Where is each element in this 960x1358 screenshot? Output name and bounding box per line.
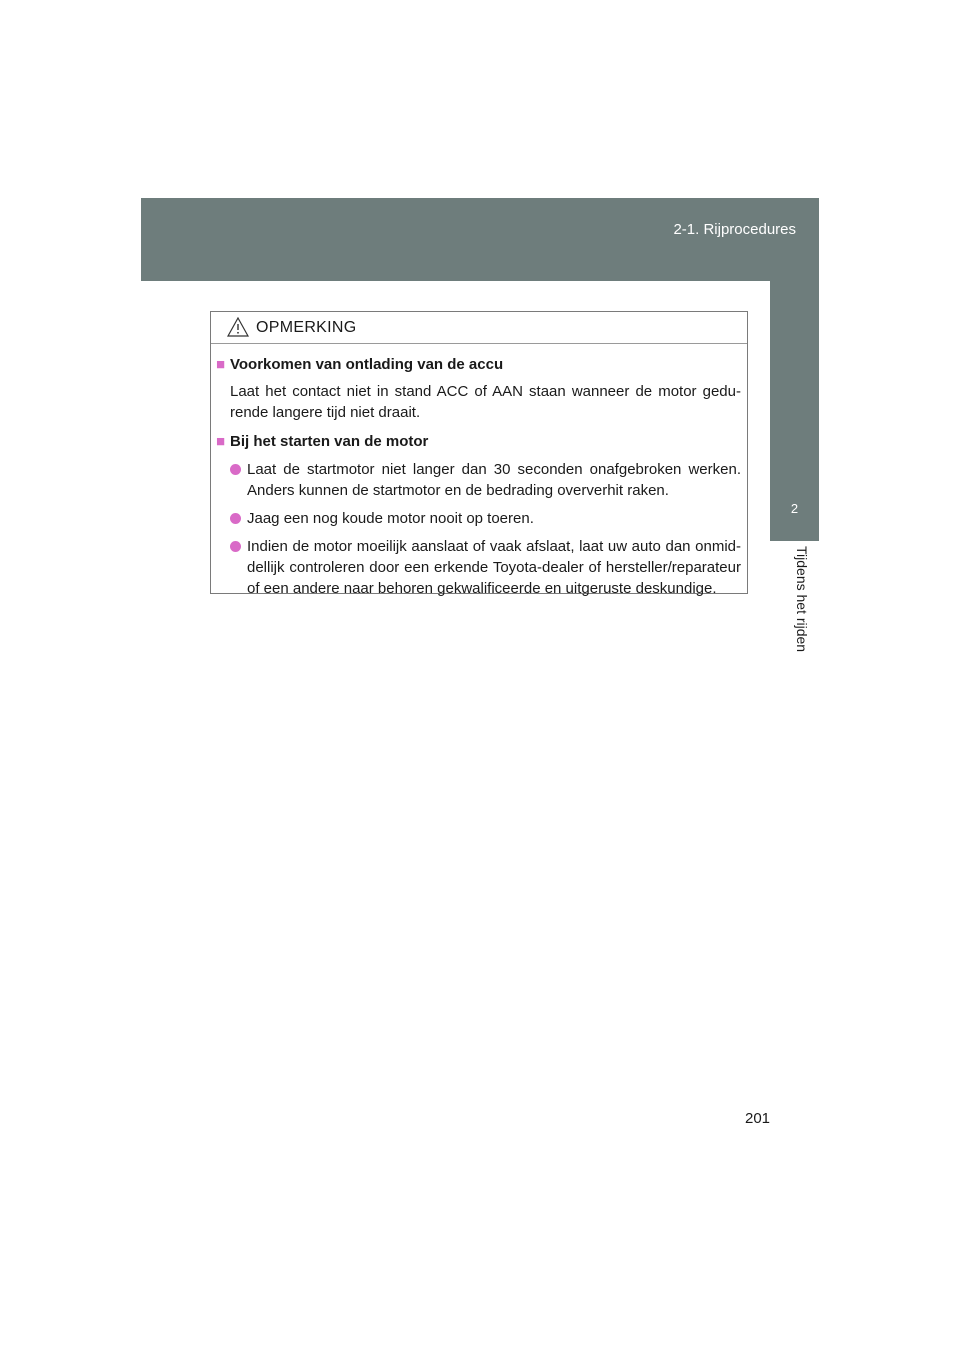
list-item [230,536,741,599]
notice-body [211,344,747,599]
square-bullet-icon: ■ [216,433,226,450]
section-title: 2-1. Rijprocedures [673,221,796,238]
paragraph-battery: Laat het contact niet in stand ACC of AAN staan wanneer de motor gedu-rende langere tijd niet draait. [230,383,741,421]
list-item [230,459,741,501]
bullet-text: Laat de startmotor niet langer dan 30 seconden onafgebroken werken. Anders kunnen de startmotor en de bedrading oververhit raken. [247,461,741,499]
section-heading [216,431,741,452]
section-heading [216,354,741,375]
square-bullet-icon: ■ [216,356,226,373]
round-bullet-icon [230,541,241,552]
list-item [230,508,741,529]
side-tab [770,281,819,473]
bullet-text: Indien de motor moeilijk aanslaat of vaak afslaat, laat uw auto dan onmid-dellijk controleren door een erkende Toyota-dealer of hersteller/reparateur of een andere naar behoren gekwalificeerde en uitgeruste deskundige. [247,538,741,597]
notice-box [210,311,748,597]
notice-header [211,312,747,344]
round-bullet-icon [230,513,241,524]
chapter-number: 2 [790,501,799,516]
bullet-text: Jaag een nog koude motor nooit op toeren. [247,510,534,527]
notice-title: OPMERKING [256,319,357,336]
header-band [141,198,819,281]
heading-battery: Voorkomen van ontlading van de accu [230,356,504,373]
heading-starting: Bij het starten van de motor [230,433,429,450]
chapter-tab [770,473,819,541]
round-bullet-icon [230,464,241,475]
page-number: 201 [745,1110,771,1127]
chapter-title: Tijdens het rijden [794,546,810,653]
warning-triangle-icon [227,317,249,337]
